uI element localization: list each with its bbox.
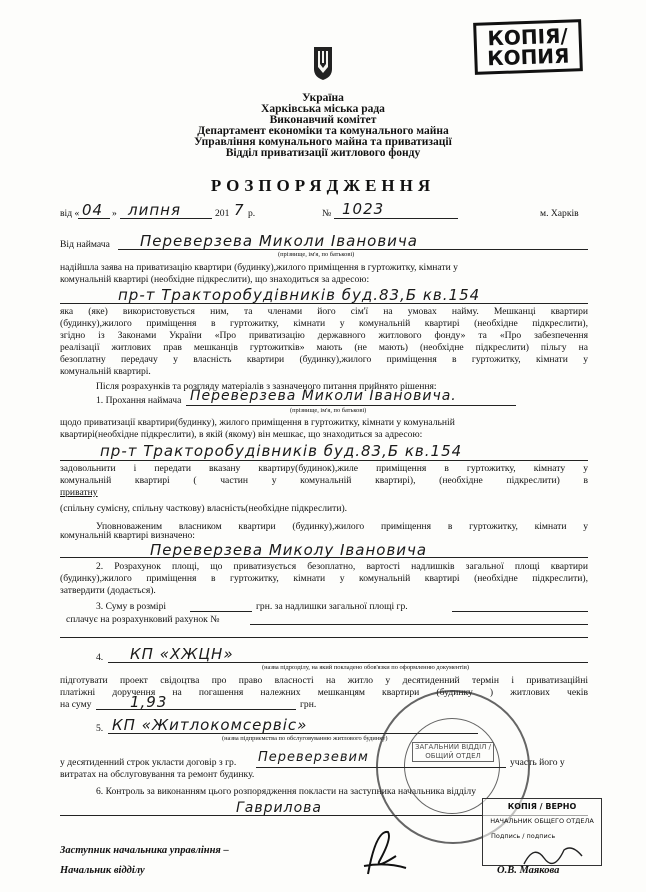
- order-number: 1023: [342, 200, 385, 218]
- item4-line2: підготувати проект свідоцтва про право власності на житло у десятиденний термін і приватизаційні: [60, 675, 588, 686]
- control-handwritten: Гаврилова: [236, 800, 322, 816]
- header-council: Харківська міська рада: [261, 103, 385, 115]
- item5-name: Переверзевим: [258, 750, 369, 765]
- item1-name: Переверзева Миколи Івановича.: [190, 388, 457, 404]
- item5-caption: (назва підприємства по обслуговуванню житлового будинку): [222, 735, 388, 742]
- item4-line3: платіжні доручення на погашення належних мешканцям квартири (будинку ) житлових чеків: [60, 687, 588, 698]
- item5-line2a: у десятиденний строк укласти договір з гр.: [60, 757, 237, 768]
- copy-stamp-line2: КОПИЯ: [486, 43, 570, 71]
- intro-line2: комунальній квартирі (необхідне підкреслити), що знаходиться за адресою:: [60, 274, 370, 285]
- copy-stamp-line1: КОПІЯ/: [487, 23, 569, 51]
- item2-line2: (будинку),жилого приміщення в гуртожитку, кімнати у комунальній квартирі (необхідне підкреслити),: [60, 573, 588, 584]
- item4-sum: 1,93: [130, 693, 168, 711]
- item5-org: КП «Житлокомсервіс»: [112, 716, 308, 734]
- item2-line1: 2. Розрахунок площі, що приватизується безоплатно, вартості надлишків загальної площі квартири: [96, 561, 588, 572]
- decision-lead: Після розрахунків та розгляду матеріалів з зазначеного питання прийнято рішення:: [96, 381, 437, 392]
- round-stamp-text: ЗАГАЛЬНИЙ ВІДДІЛ / ОБЩИЙ ОТДЕЛ: [412, 742, 494, 762]
- date-day: 04: [82, 201, 104, 219]
- item1-line9: комунальній квартирі визначено:: [60, 530, 195, 541]
- item3-line2: сплачує на розрахунковий рахунок №: [66, 614, 220, 625]
- item3-line1b: грн. за надлишки загальної площі гр.: [256, 601, 408, 612]
- intro-address: пр-т Тракторобудівників буд.83,Б кв.154: [118, 286, 481, 304]
- city: м. Харків: [540, 208, 579, 219]
- position-line2: Начальник відділу: [60, 865, 145, 876]
- intro-line3: яка (яке) використовується ним, та членами його сім'ї на умовах найму. Мешканці квартири: [60, 306, 588, 317]
- header-committee: Виконавчий комітет: [269, 114, 377, 126]
- number-label: №: [322, 208, 332, 219]
- date-month: липня: [128, 201, 181, 219]
- year-digit: 7: [234, 201, 245, 219]
- item1-caption: (прізвище, ім'я, по батькові): [290, 407, 367, 414]
- box-stamp-line1: КОПІЯ / ВЕРНО: [507, 802, 577, 811]
- item3-line1a: 3. Суму в розмірі: [96, 601, 167, 612]
- copy-stamp: [473, 19, 583, 75]
- intro-line1: надійшла заява на приватизацію квартири (будинку),жилого приміщення в гуртожитку, кімнати у: [60, 262, 458, 273]
- header-division: Відділ приватизації житлового фонду: [225, 147, 421, 159]
- item4-label: 4.: [96, 652, 104, 663]
- applicant-label: Від наймача: [60, 239, 110, 250]
- item1-line8: Уповноваженим власником квартири (будинку),жилого приміщення в гуртожитку, кімнати у: [96, 521, 588, 532]
- owner-name: Переверзева Миколу Івановича: [150, 541, 428, 559]
- item6: 6. Контроль за виконанням цього розпорядження покласти на заступника начальника відділу: [96, 786, 476, 797]
- item1-line2: щодо приватизації квартири(будинку), жилого приміщення в гуртожитку, кімнати у комунальній: [60, 417, 455, 428]
- intro-line7: безоплатну передачу у власність квартири (будинку),жилого приміщення в гуртожитку, кімнати у: [60, 354, 588, 365]
- header-department: Департамент економіки та комунального майна: [197, 125, 449, 137]
- year-prefix: 201: [215, 208, 230, 219]
- signature-scribble: [360, 826, 410, 878]
- item1-line7: (спільну сумісну, спільну часткову) власність(необхідне підкреслити).: [60, 503, 348, 514]
- item2-line3: затвердити (додається).: [60, 585, 156, 596]
- applicant-caption: (прізвище, ім'я, по батькові): [278, 251, 355, 258]
- position-line1: Заступник начальника управління –: [60, 845, 229, 856]
- item5-line3: витратах на обслуговування та ремонт будинку.: [60, 769, 255, 780]
- intro-line8: комунальній квартирі.: [60, 366, 151, 377]
- item4-sum-unit: грн.: [300, 699, 317, 710]
- item1-line5: комунальній квартирі ( частин у комунальній квартирі), (необхідне підкреслити) в: [60, 475, 588, 486]
- header-directorate: Управління комунального майна та приватизації: [194, 136, 452, 148]
- item1-line6: приватну: [60, 487, 98, 498]
- item1-line3: квартирі(необхідне підкреслити), в якій (якому) він мешкає, що знаходиться за адресою:: [60, 429, 423, 440]
- date-prefix: від «: [60, 208, 80, 219]
- date-mid: »: [112, 208, 117, 219]
- intro-line5: згідно із Законами України «Про приватизацію державного житлового фонду» та «Про забезпечення: [60, 330, 588, 341]
- item5-label: 5.: [96, 723, 104, 734]
- intro-line6: реалізації житлових прав мешканців гуртожитків» мають (не мають) (необхідне підкреслити) пільгу на: [60, 342, 588, 353]
- box-stamp-line3: Подпись / подпись: [491, 832, 556, 840]
- item5-line2b: участь його у: [510, 757, 565, 768]
- item1-address: пр-т Тракторобудівників буд.83,Б кв.154: [100, 442, 463, 460]
- coat-of-arms-icon: [312, 45, 334, 81]
- year-suffix: р.: [248, 208, 256, 219]
- item1-line4: задовольнити і передати вказану квартиру(будинок),жиле приміщення в гуртожитку, кімнату у: [60, 463, 588, 474]
- signer-name: О.В. Маякова: [497, 865, 560, 876]
- item4-org: КП «ХЖЦН»: [130, 645, 234, 663]
- intro-line4: (будинку),жилого приміщення в гуртожитку, кімнати у комунальній квартирі (необхідне підкреслити),: [60, 318, 588, 329]
- item1-label: 1. Прохання наймача: [96, 395, 182, 406]
- applicant-name: Переверзева Миколи Івановича: [140, 232, 418, 250]
- box-stamp-line2: НАЧАЛЬНИК ОБЩЕГО ОТДЕЛА: [490, 817, 594, 825]
- item4-sum-label: на суму: [60, 699, 92, 710]
- header-country: Україна: [302, 92, 344, 104]
- document-title: РОЗПОРЯДЖЕННЯ: [210, 176, 436, 195]
- item4-caption: (назва підрозділу, на який покладено обов'язки по оформленню документів): [262, 664, 469, 671]
